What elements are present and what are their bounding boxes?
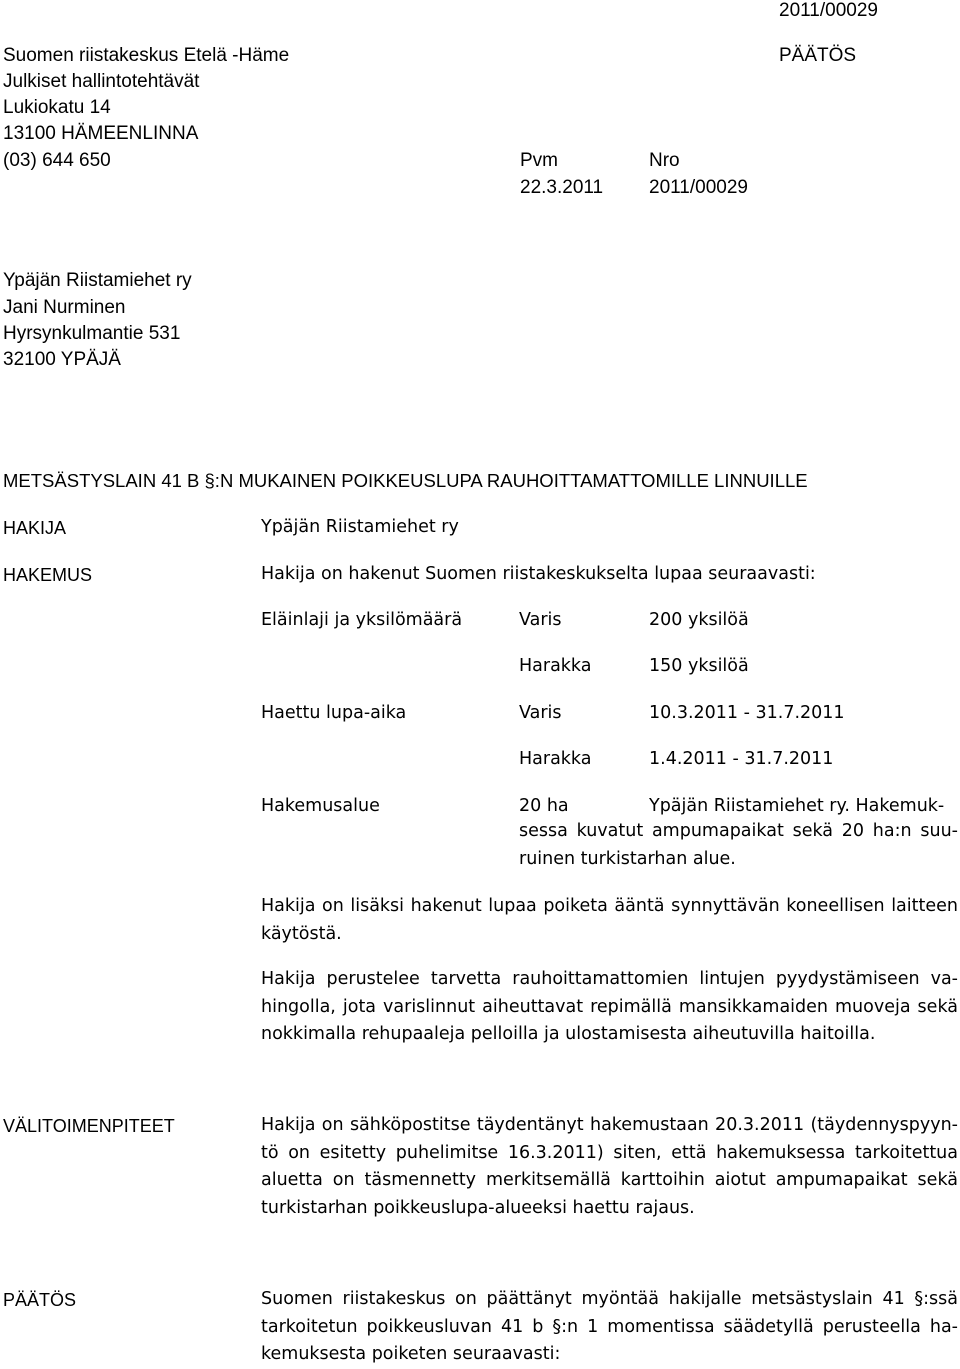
- paragraph-line: aluetta on täsmennetty merkitsemällä karttoihin aiotut ampumapaikat sekä: [261, 1170, 958, 1190]
- hakija-label: HAKIJA: [3, 518, 67, 538]
- paragraph-line: Hakija on sähköpostitse täydentänyt hakemustaan 20.3.2011 (täydennyspyyn-: [261, 1115, 958, 1135]
- number-label: Nro: [649, 150, 680, 171]
- period-range: 1.4.2011 - 31.7.2011: [649, 749, 834, 769]
- sender-name: Suomen riistakeskus Etelä -Häme: [3, 45, 290, 66]
- sender-phone: (03) 644 650: [3, 150, 111, 171]
- hakemus-label: HAKEMUS: [3, 565, 93, 585]
- valitoimenpiteet-label: VÄLITOIMENPITEET: [3, 1116, 175, 1136]
- area-description-line: ruinen turkistarhan alue.: [519, 848, 736, 869]
- paatos-paragraph: [261, 1286, 958, 1369]
- extra-request-paragraph: [261, 893, 958, 948]
- recipient-street: Hyrsynkulmantie 531: [3, 323, 181, 344]
- hakemus-intro: Hakija on hakenut Suomen riistakeskukselta lupaa seuraavasti:: [261, 564, 816, 584]
- number-value: 2011/00029: [649, 177, 748, 198]
- paragraph-line: turkistarhan poikkeuslupa-alueeksi haettu rajaus.: [261, 1197, 695, 1218]
- reason-paragraph: [261, 966, 958, 1049]
- sender-postcode: 13100 HÄMEENLINNA: [3, 123, 199, 144]
- period-range: 10.3.2011 - 31.7.2011: [649, 703, 845, 723]
- period-label: Haettu lupa-aika: [261, 703, 407, 723]
- sender-street: Lukiokatu 14: [3, 97, 111, 118]
- paragraph-line: Hakija perustelee tarvetta rauhoittamattomien lintujen pyydystämiseen va-: [261, 969, 958, 989]
- paragraph-line: Hakija on lisäksi hakenut lupaa poiketa ääntä synnyttävän koneellisen laitteen: [261, 896, 958, 916]
- species-amount: 150 yksilöä: [649, 656, 749, 676]
- recipient-name: Ypäjän Riistamiehet ry: [3, 270, 192, 291]
- hakija-value: Ypäjän Riistamiehet ry: [261, 517, 459, 537]
- recipient-postcode: 32100 YPÄJÄ: [3, 349, 121, 370]
- area-description-line: sessa kuvatut ampumapaikat sekä 20 ha:n suu-: [519, 821, 958, 841]
- species-name: Harakka: [519, 656, 592, 676]
- paragraph-line: tarkoitetun poikkeusluvan 41 b §:n 1 momentissa säädetyllä perusteella ha-: [261, 1316, 958, 1337]
- date-value: 22.3.2011: [520, 177, 604, 198]
- recipient-contact: Jani Nurminen: [3, 297, 126, 318]
- document-type: PÄÄTÖS: [779, 45, 857, 66]
- area-description: Ypäjän Riistamiehet ry. Hakemuk-: [649, 796, 945, 816]
- area-label: Hakemusalue: [261, 796, 380, 816]
- date-label: Pvm: [520, 150, 558, 171]
- area-description-continued: [519, 818, 958, 873]
- paragraph-line: Suomen riistakeskus on päättänyt myöntää hakijalle metsästyslain 41 §:ssä: [261, 1289, 958, 1309]
- document-title: METSÄSTYSLAIN 41 B §:N MUKAINEN POIKKEUSLUPA RAUHOITTAMATTOMILLE LINNUILLE: [3, 470, 808, 491]
- paragraph-line: kemuksesta poiketen seuraavasti:: [261, 1344, 561, 1364]
- area-size: 20 ha: [519, 796, 569, 816]
- paatos-label: PÄÄTÖS: [3, 1290, 77, 1310]
- period-species: Harakka: [519, 749, 592, 769]
- paragraph-line: käytöstä.: [261, 923, 342, 944]
- valitoimenpiteet-paragraph: [261, 1112, 958, 1222]
- sender-department: Julkiset hallintotehtävät: [3, 71, 200, 92]
- paragraph-line: nokkimalla rehupaaleja pelloilla ja ulostamisesta aiheutuvilla haitoilla.: [261, 1024, 876, 1044]
- document-number-top: 2011/00029: [779, 0, 878, 21]
- species-amount: 200 yksilöä: [649, 610, 749, 630]
- paragraph-line: hingolla, jota varislinnut aiheuttavat repimällä mansikkamaiden muoveja sekä: [261, 996, 958, 1017]
- species-label: Eläinlaji ja yksilömäärä: [261, 610, 463, 630]
- species-name: Varis: [519, 610, 562, 630]
- paragraph-line: tö on esitetty puhelimitse 16.3.2011) siten, että hakemuksessa tarkoitettua: [261, 1142, 958, 1163]
- period-species: Varis: [519, 703, 562, 723]
